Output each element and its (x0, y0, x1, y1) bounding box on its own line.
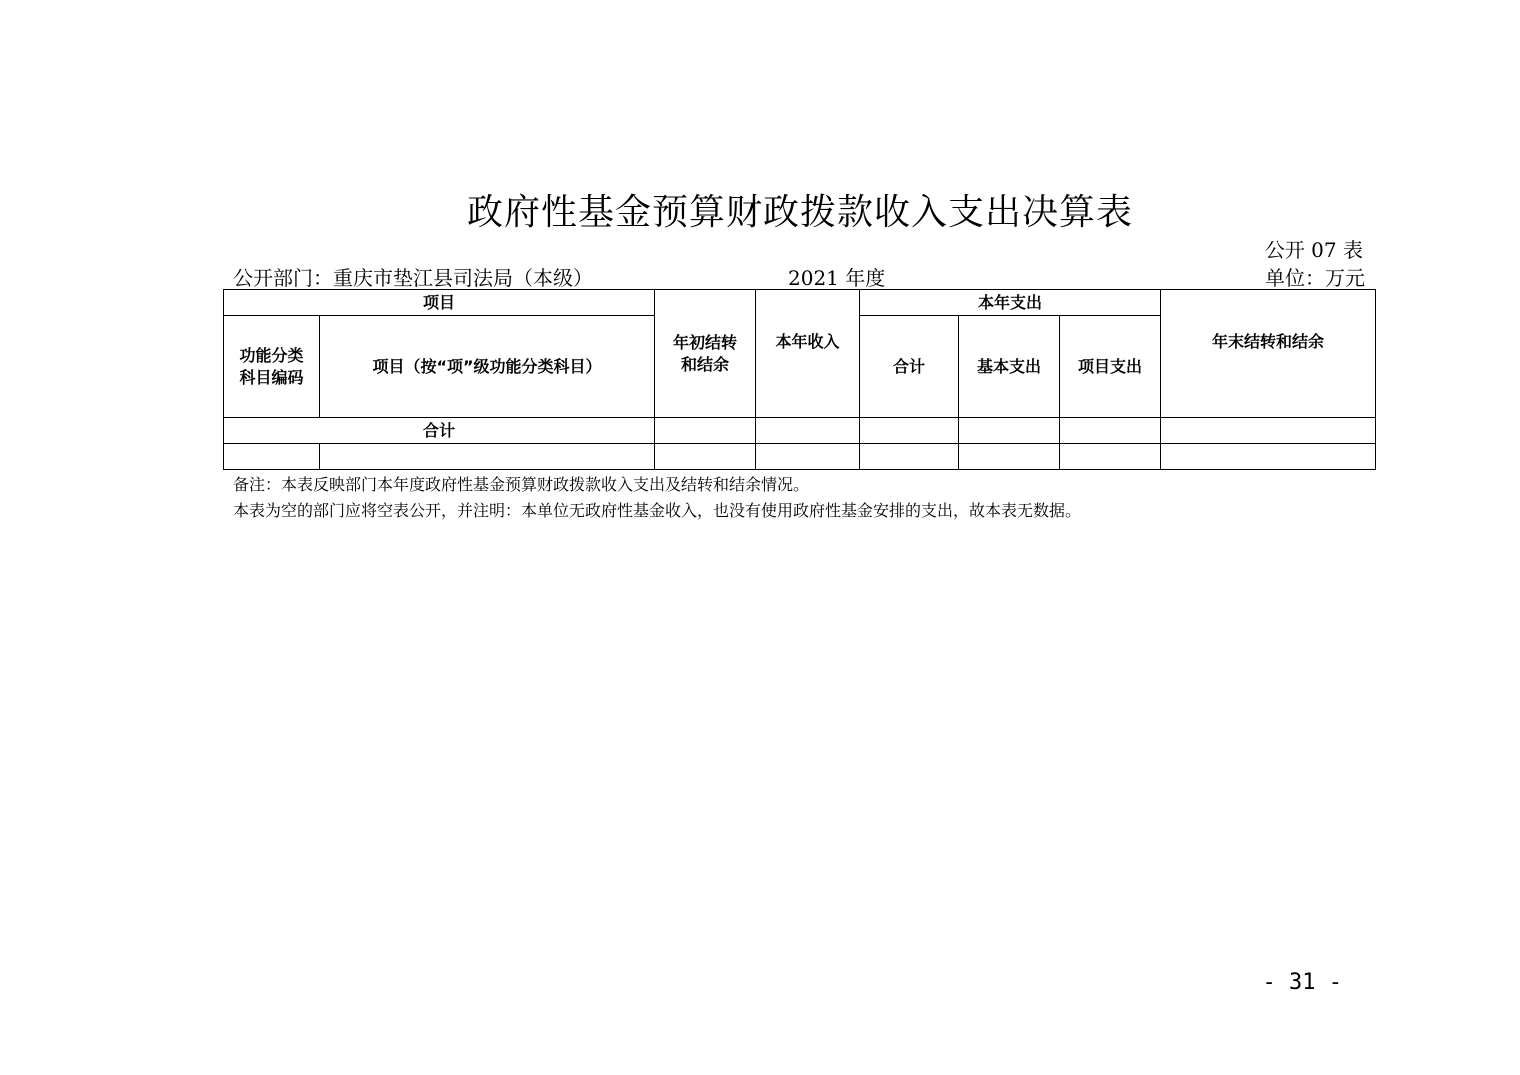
page-number: - 31 - (1262, 970, 1342, 995)
notes (233, 472, 1081, 524)
row-expense-basic-cell (959, 444, 1060, 470)
total-row-label: 合计 (224, 418, 655, 444)
document-title: 政府性基金预算财政拨款收入支出决算表 (466, 192, 1133, 233)
row-expense-project-cell (1060, 444, 1161, 470)
header-item-group: 项目 (224, 290, 655, 316)
total-row (224, 418, 1376, 444)
header-expense-total: 合计 (860, 316, 959, 418)
header-expense-basic: 基本支出 (959, 316, 1060, 418)
info-row (233, 262, 1365, 288)
header-begin-balance-text: 年初结转和结余 (673, 332, 738, 374)
total-end-balance-cell (1161, 418, 1376, 444)
header-end-balance: 年末结转和结余 (1161, 290, 1376, 418)
table-number: 公开 07 表 (1264, 238, 1363, 262)
header-begin-balance (655, 290, 756, 418)
header-func-name: 项目（按“项”级功能分类科目） (320, 316, 655, 418)
row-income-cell (756, 444, 860, 470)
header-func-code-text: 功能分类科目编码 (239, 345, 304, 387)
row-func-name-cell (320, 444, 655, 470)
header-func-code (224, 316, 320, 418)
row-expense-total-cell (860, 444, 959, 470)
total-expense-basic-cell (959, 418, 1060, 444)
table-row (224, 444, 1376, 470)
header-expense-group: 本年支出 (860, 290, 1161, 316)
total-expense-total-cell (860, 418, 959, 444)
note-line-1: 备注：本表反映部门本年度政府性基金预算财政拨款收入支出及结转和结余情况。 (233, 475, 810, 494)
header-row-1 (224, 290, 1376, 316)
unit-label: 单位：万元 (1265, 266, 1365, 290)
row-func-code-cell (224, 444, 320, 470)
department-label: 公开部门：重庆市垫江县司法局（本级） (233, 266, 593, 290)
total-expense-project-cell (1060, 418, 1161, 444)
header-expense-project: 项目支出 (1060, 316, 1161, 418)
note-line-2: 本表为空的部门应将空表公开，并注明：本单位无政府性基金收入，也没有使用政府性基金安排的支出，故本表无数据。 (233, 501, 1082, 520)
row-end-balance-cell (1161, 444, 1376, 470)
year-label: 2021 年度 (788, 266, 886, 290)
row-begin-balance-cell (655, 444, 756, 470)
budget-table (223, 289, 1376, 470)
total-begin-balance-cell (655, 418, 756, 444)
header-income: 本年收入 (756, 290, 860, 418)
total-income-cell (756, 418, 860, 444)
